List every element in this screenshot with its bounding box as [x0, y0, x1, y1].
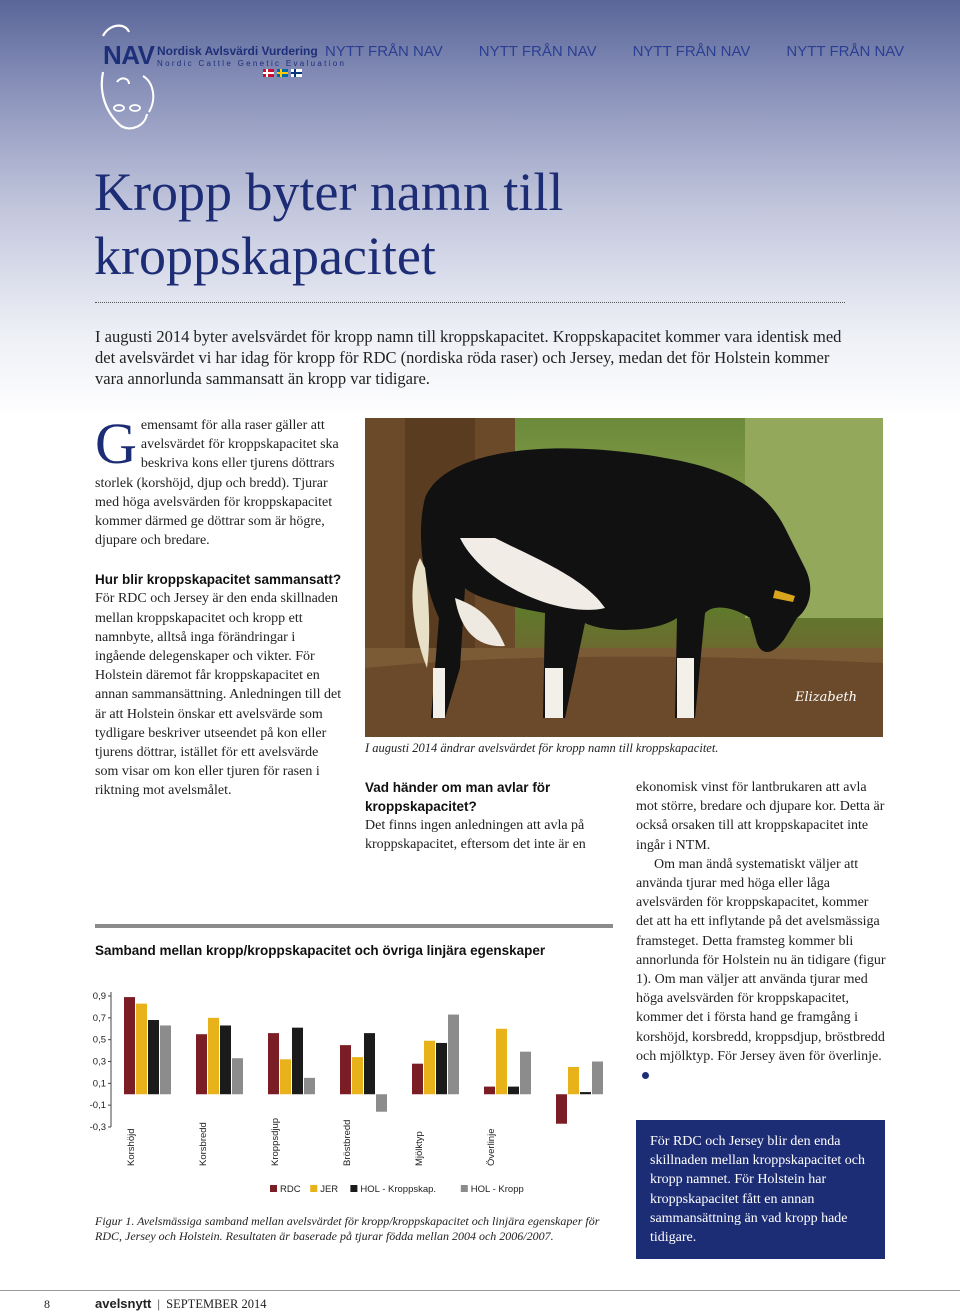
intro-paragraph — [95, 411, 345, 550]
y-tick-label: 0,3 — [92, 1056, 106, 1068]
x-category-label: Bröstbredd — [342, 1119, 353, 1166]
page-footer — [0, 1290, 960, 1314]
legend-label: RDC — [280, 1184, 301, 1195]
bar-rdc — [556, 1094, 567, 1123]
bar-hol-kroppskap- — [364, 1033, 375, 1094]
x-category-label: Korshöjd — [126, 1128, 137, 1166]
chart-top-rule — [95, 924, 613, 928]
bar-rdc — [196, 1034, 207, 1094]
y-tick-label: 0,7 — [92, 1012, 106, 1024]
bar-rdc — [484, 1087, 495, 1095]
bar-jer — [136, 1004, 147, 1095]
section-tag: NYTT FRÅN NAV — [478, 43, 597, 60]
section-tag: NYTT FRÅN NAV — [786, 43, 905, 60]
bar-rdc — [268, 1033, 279, 1094]
denmark-flag-icon — [263, 69, 274, 77]
logo-subtitle: Nordic Cattle Genetic Evaluation — [157, 59, 347, 68]
composition-paragraph: För RDC och Jersey är den enda skillnaden mellan kroppskapacitet och kropp ett namnbyte, alltså inga förändringar i ingående delegenskaper och vikter. För Holstein däremot får kroppskapacitet en annan sammansättning. Anledningen till det är att Holstein önskar ett avelsvärde som tydligare beskriver utseendet på kon eller tjurens döttrar, istället för ett avelsvärde som visar om kon eller tjuren för rasen i riktning mot avelsmålet. — [95, 591, 342, 799]
section-tag: NYTT FRÅN NAV — [632, 43, 751, 60]
legend-swatch — [270, 1185, 277, 1192]
article-lead: I augusti 2014 byter avelsvärdet för kropp namn till kroppskapacitet. Kroppskapacitet kommer vara identisk med det avelsvärdet vi har idag för kropp för RDC (nordiska röda raser) och Jersey, medan det för Holstein kommer vara annorlunda sammansatt än kropp var tidigare. — [95, 327, 842, 388]
nav-logo — [95, 22, 347, 132]
bar-hol-kroppskap- — [292, 1028, 303, 1095]
bar-hol-kroppskap- — [148, 1020, 159, 1094]
magazine-name: avelsnytt — [95, 1296, 152, 1311]
bar-rdc — [340, 1045, 351, 1094]
subheading-breeding: Vad händer om man avlar för kroppskapacitet? — [365, 780, 551, 814]
page-number: 8 — [44, 1297, 50, 1311]
info-box-text: För RDC och Jersey blir den enda skillnaden mellan kroppskapacitet och kropp namnet. För Holstein har kroppskapacitet fått en annan sammansättning än vad kropp hade tidigare. — [650, 1134, 865, 1246]
y-tick-label: -0,3 — [89, 1122, 106, 1133]
bar-hol-kropp — [304, 1078, 315, 1094]
x-category-label: Kroppsdjup — [270, 1117, 281, 1166]
bar-jer — [424, 1041, 435, 1094]
y-tick-label: 0,5 — [92, 1034, 106, 1046]
info-box — [636, 1120, 885, 1259]
column-right — [636, 778, 886, 1085]
legend-swatch — [310, 1185, 317, 1192]
selection-paragraph — [636, 855, 886, 1085]
x-category-label: Korsbredd — [198, 1122, 209, 1166]
legend-swatch — [461, 1185, 468, 1192]
bar-jer — [352, 1057, 363, 1094]
intro-text: emensamt för alla raser gäller att avelsvärdet för kroppskapacitet ska beskriva kons eller tjurens döttrars storlek (korshöjd, djup och bredd). Tjurar med höga avelsvärden för kroppskapacitet kommer därmed ge döttrar som är högre, djupare och bredare. — [95, 418, 339, 549]
footer-rule — [0, 1290, 960, 1291]
bar-hol-kroppskap- — [508, 1087, 519, 1095]
bar-jer — [280, 1059, 291, 1094]
x-category-label: Mjölktyp — [414, 1131, 425, 1166]
nordic-flags — [263, 69, 302, 77]
column-left — [95, 411, 345, 801]
end-mark-icon — [642, 1072, 649, 1079]
bar-hol-kropp — [232, 1058, 243, 1094]
photo-caption: I augusti 2014 ändrar avelsvärdet för kropp namn till kroppskapacitet. — [365, 741, 719, 755]
photo-signature: Elizabeth — [794, 690, 857, 705]
legend-label: HOL - Kroppskap. — [360, 1184, 437, 1195]
y-tick-label: 0,9 — [92, 991, 106, 1002]
title-divider — [95, 302, 845, 303]
correlation-bar-chart — [80, 982, 620, 1212]
legend-swatch — [350, 1185, 357, 1192]
figure-caption: Figur 1. Avelsmässiga samband mellan avelsvärdet för kropp/kroppskapacitet och linjära egenskaper för RDC, Jersey och Holstein. Resultaten är baserade på tjurar födda mellan 2004 och 2006/2007. — [95, 1214, 600, 1243]
bar-hol-kropp — [592, 1062, 603, 1095]
cow-face-logo-icon — [95, 22, 165, 132]
bar-hol-kroppskap- — [580, 1092, 591, 1094]
x-category-label: Överlinje — [486, 1128, 497, 1166]
bar-jer — [568, 1067, 579, 1094]
bar-hol-kropp — [520, 1052, 531, 1095]
sweden-flag-icon — [277, 69, 288, 77]
section-tag: NYTT FRÅN NAV — [325, 43, 443, 60]
economic-paragraph: ekonomisk vinst för lantbrukaren att avla mot större, bredare och djupare kor. Detta är också orsaken till att kroppskapacitet inte ingår i NTM. — [636, 780, 885, 853]
column-middle — [365, 778, 615, 854]
bar-jer — [496, 1029, 507, 1095]
section-tags — [325, 43, 904, 60]
logo-nav-mark: NAV — [103, 40, 155, 70]
magazine-issue: avelsnytt | SEPTEMBER 2014 — [95, 1296, 267, 1311]
bar-hol-kropp — [376, 1094, 387, 1111]
cow-photo — [365, 418, 883, 737]
title-line-2: kroppskapacitet — [94, 226, 436, 286]
bar-hol-kropp — [160, 1025, 171, 1094]
bar-rdc — [124, 997, 135, 1094]
drop-cap: G — [95, 411, 137, 476]
subheading-composition: Hur blir kroppskapacitet sammansatt? — [95, 572, 342, 588]
chart-title: Samband mellan kropp/kroppskapacitet och övriga linjära egenskaper — [95, 943, 546, 958]
bar-rdc — [412, 1064, 423, 1095]
legend-label: HOL - Kropp — [470, 1184, 524, 1195]
issue-date: SEPTEMBER 2014 — [166, 1297, 267, 1311]
logo-name: Nordisk Avlsvärdi Vurdering — [157, 44, 318, 58]
bar-hol-kroppskap- — [436, 1043, 447, 1094]
finland-flag-icon — [291, 69, 302, 77]
y-tick-label: 0,1 — [92, 1078, 106, 1090]
y-tick-label: -0,1 — [89, 1100, 106, 1112]
legend-label: JER — [320, 1184, 339, 1195]
bar-hol-kroppskap- — [220, 1025, 231, 1094]
bar-jer — [208, 1018, 219, 1094]
bar-hol-kropp — [448, 1015, 459, 1095]
selection-text: Om man ändå systematiskt väljer att använda tjurar med höga eller låga avelsvärden för kroppskapacitet, kommer det att ha ett inflytande på det avelsmässiga framsteget. Detta framsteg kommer bli annorlunda för Holstein nu än tidigare (figur 1). Om man väljer att använda tjurar med höga avelsvärden för kroppskapacitet, kommer det i första hand ge framgång i korshöjd, korsbredd, kroppsdjup, bröstbredd och mjölktyp. För Jersey även för överlinje. — [636, 856, 886, 1064]
article-title — [94, 160, 854, 288]
breeding-paragraph: Det finns ingen anledningen att avla på kroppskapacitet, eftersom det inte är en — [365, 818, 586, 853]
title-line-1: Kropp byter namn till — [94, 162, 564, 222]
